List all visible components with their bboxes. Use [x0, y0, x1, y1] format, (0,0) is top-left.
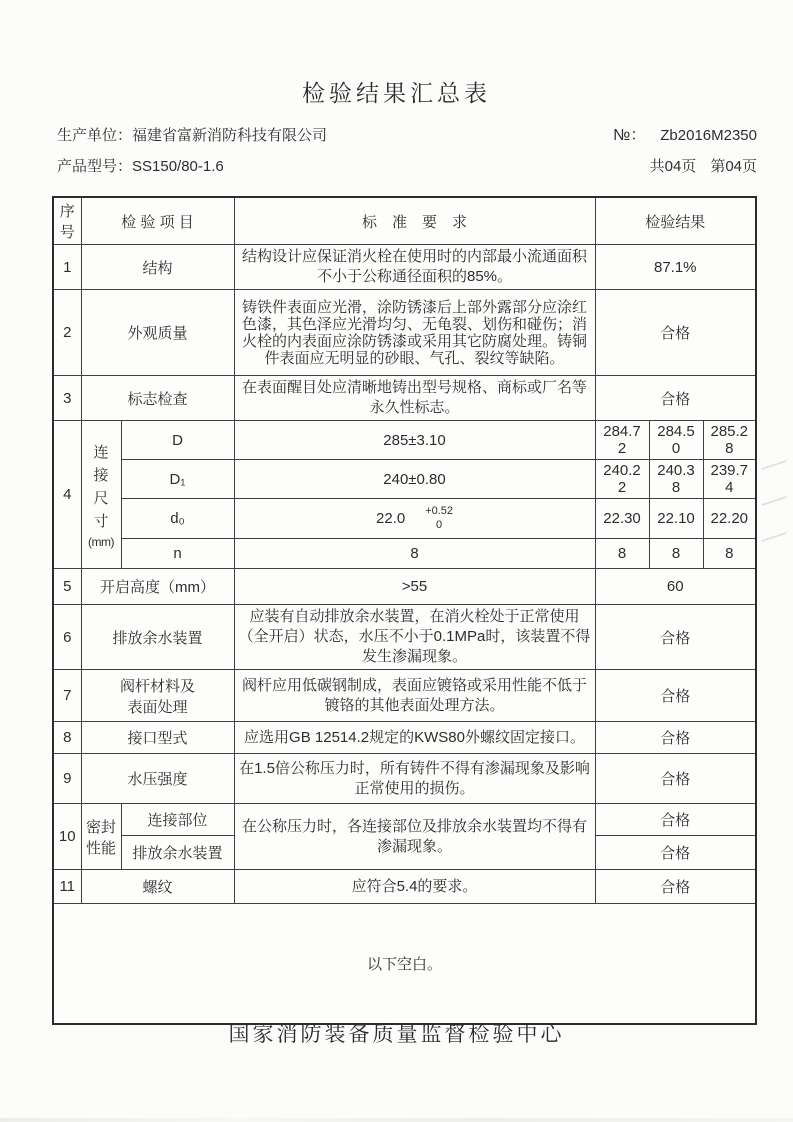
table-row — [53, 499, 756, 539]
row-no: 8 — [53, 722, 81, 754]
standard-value: >55 — [234, 569, 595, 605]
result-value: 合格 — [595, 804, 756, 836]
footer-organization-name: 国家消防装备质量监督检验中心 — [228, 1023, 565, 1046]
result-value: 合格 — [595, 605, 756, 670]
blank-filler-row — [53, 904, 756, 1024]
result-value: 合格 — [595, 290, 756, 376]
measured-value: 22.30 — [595, 499, 649, 539]
scan-edge-artifact — [0, 1118, 793, 1122]
row-no: 2 — [53, 290, 81, 376]
blank-note: 以下空白。 — [53, 904, 756, 1024]
table-row — [53, 754, 756, 804]
sub-item-name: 排放余水装置 — [121, 836, 234, 870]
param-name: n — [121, 539, 234, 569]
measured-value: 22.10 — [649, 499, 703, 539]
row-no: 4 — [53, 421, 81, 569]
item-name: 排放余水装置 — [81, 605, 234, 670]
table-row — [53, 670, 756, 722]
sub-item-name: 连接部位 — [121, 804, 234, 836]
tolerance — [425, 505, 453, 533]
row-no: 11 — [53, 870, 81, 904]
item-name: 结构 — [81, 245, 234, 290]
producer-line — [57, 122, 757, 145]
standard-value-cell — [234, 499, 595, 539]
report-no-value: Zb2016M2350 — [660, 127, 757, 144]
measured-value: 285.28 — [703, 421, 756, 460]
standard-value: 8 — [234, 539, 595, 569]
item-name: 开启高度（mm） — [81, 569, 234, 605]
row-no: 7 — [53, 670, 81, 722]
table-header-row — [53, 197, 756, 245]
standard-text: 结构设计应保证消火栓在使用时的内部最小流通面积不小于公称通径面积的85%。 — [234, 245, 595, 290]
measured-value: 240.38 — [649, 460, 703, 499]
row-no: 1 — [53, 245, 81, 290]
table-row — [53, 460, 756, 499]
result-value: 合格 — [595, 722, 756, 754]
standard-value: 22.0 — [375, 510, 406, 527]
page-title: 检验结果汇总表 — [302, 80, 491, 106]
item-name: 密封性能 — [81, 804, 121, 870]
result-value: 合格 — [595, 670, 756, 722]
measured-value: 8 — [703, 539, 756, 569]
item-name: 接口型式 — [81, 722, 234, 754]
header-no: 序号 — [53, 197, 81, 245]
standard-value: 285±3.10 — [234, 421, 595, 460]
table-row — [53, 539, 756, 569]
result-value: 合格 — [595, 376, 756, 421]
result-value: 60 — [595, 569, 756, 605]
result-value: 合格 — [595, 870, 756, 904]
table-row — [53, 870, 756, 904]
item-name: 螺纹 — [81, 870, 234, 904]
measured-value: 284.50 — [649, 421, 703, 460]
handwritten-margin-marks — [761, 430, 787, 630]
standard-value: 240±0.80 — [234, 460, 595, 499]
results-table — [52, 196, 757, 1025]
measured-value: 8 — [595, 539, 649, 569]
standard-text: 应选用GB 12514.2规定的KWS80外螺纹固定接口。 — [234, 722, 595, 754]
table-row — [53, 605, 756, 670]
measured-value: 240.22 — [595, 460, 649, 499]
producer-field — [57, 124, 327, 145]
tolerance-upper: +0.52 — [425, 504, 454, 517]
row-no: 10 — [53, 804, 81, 870]
report-no-label: №： — [613, 127, 647, 144]
item-name — [81, 421, 121, 569]
model-line — [57, 155, 757, 176]
item-name-text: 阀杆材料及表面处理 — [119, 677, 195, 716]
param-name: D₁ — [121, 460, 234, 499]
header-item: 检 验 项 目 — [81, 197, 234, 245]
row-no: 5 — [53, 569, 81, 605]
model-label: 产品型号： — [57, 158, 133, 175]
producer-label: 生产单位： — [57, 127, 133, 144]
measured-value: 8 — [649, 539, 703, 569]
row-no: 9 — [53, 754, 81, 804]
standard-text: 应符合5.4的要求。 — [234, 870, 595, 904]
standard-text: 阀杆应用低碳钢制成，表面应镀铬或采用性能不低于镀铬的其他表面处理方法。 — [234, 670, 595, 722]
table-row — [53, 421, 756, 460]
producer-value: 福建省富新消防科技有限公司 — [132, 127, 328, 144]
result-value: 合格 — [595, 754, 756, 804]
table-row — [53, 722, 756, 754]
model-value: SS150/80-1.6 — [132, 158, 224, 175]
standard-text: 在表面醒目处应清晰地铸出型号规格、商标或厂名等永久性标志。 — [234, 376, 595, 421]
item-name: 外观质量 — [81, 290, 234, 376]
item-name-vertical: 连接尺寸 — [93, 443, 109, 531]
result-value: 87.1% — [595, 245, 756, 290]
item-name: 水压强度 — [81, 754, 234, 804]
standard-text: 铸铁件表面应光滑，涂防锈漆后上部外露部分应涂红色漆，其色泽应光滑均匀、无龟裂、划伤和碰伤；消火栓的内表面应涂防锈漆或采用其它防腐处理。铸铜件表面应无明显的砂眼、气孔、裂纹等缺陷。 — [234, 290, 595, 376]
page-count-field — [650, 155, 757, 176]
model-field — [57, 155, 224, 176]
item-name: 标志检查 — [81, 376, 234, 421]
standard-text: 在1.5倍公称压力时，所有铸件不得有渗漏现象及影响正常使用的损伤。 — [234, 754, 595, 804]
table-row — [53, 245, 756, 290]
standard-text: 应装有自动排放余水装置，在消火栓处于正常使用（全开启）状态，水压不小于0.1MPa时，该装置不得发生渗漏现象。 — [234, 605, 595, 670]
report-no-field — [613, 122, 757, 145]
pages-current: 第04页 — [710, 158, 757, 175]
header-standard: 标 准 要 求 — [234, 197, 595, 245]
measured-value: 284.72 — [595, 421, 649, 460]
item-name — [81, 670, 234, 722]
header-result: 检验结果 — [595, 197, 756, 245]
row-no: 3 — [53, 376, 81, 421]
result-value: 合格 — [595, 836, 756, 870]
measured-value: 239.74 — [703, 460, 756, 499]
item-unit: (mm) — [88, 534, 114, 549]
pages-total: 共04页 — [649, 158, 697, 175]
table-row — [53, 569, 756, 605]
measured-value: 22.20 — [703, 499, 756, 539]
table-row — [53, 376, 756, 421]
param-name: d₀ — [121, 499, 234, 539]
tolerance-lower: 0 — [436, 518, 443, 531]
table-row — [53, 804, 756, 836]
table-row — [53, 290, 756, 376]
standard-text: 在公称压力时，各连接部位及排放余水装置均不得有渗漏现象。 — [234, 804, 595, 870]
param-name: D — [121, 421, 234, 460]
row-no: 6 — [53, 605, 81, 670]
